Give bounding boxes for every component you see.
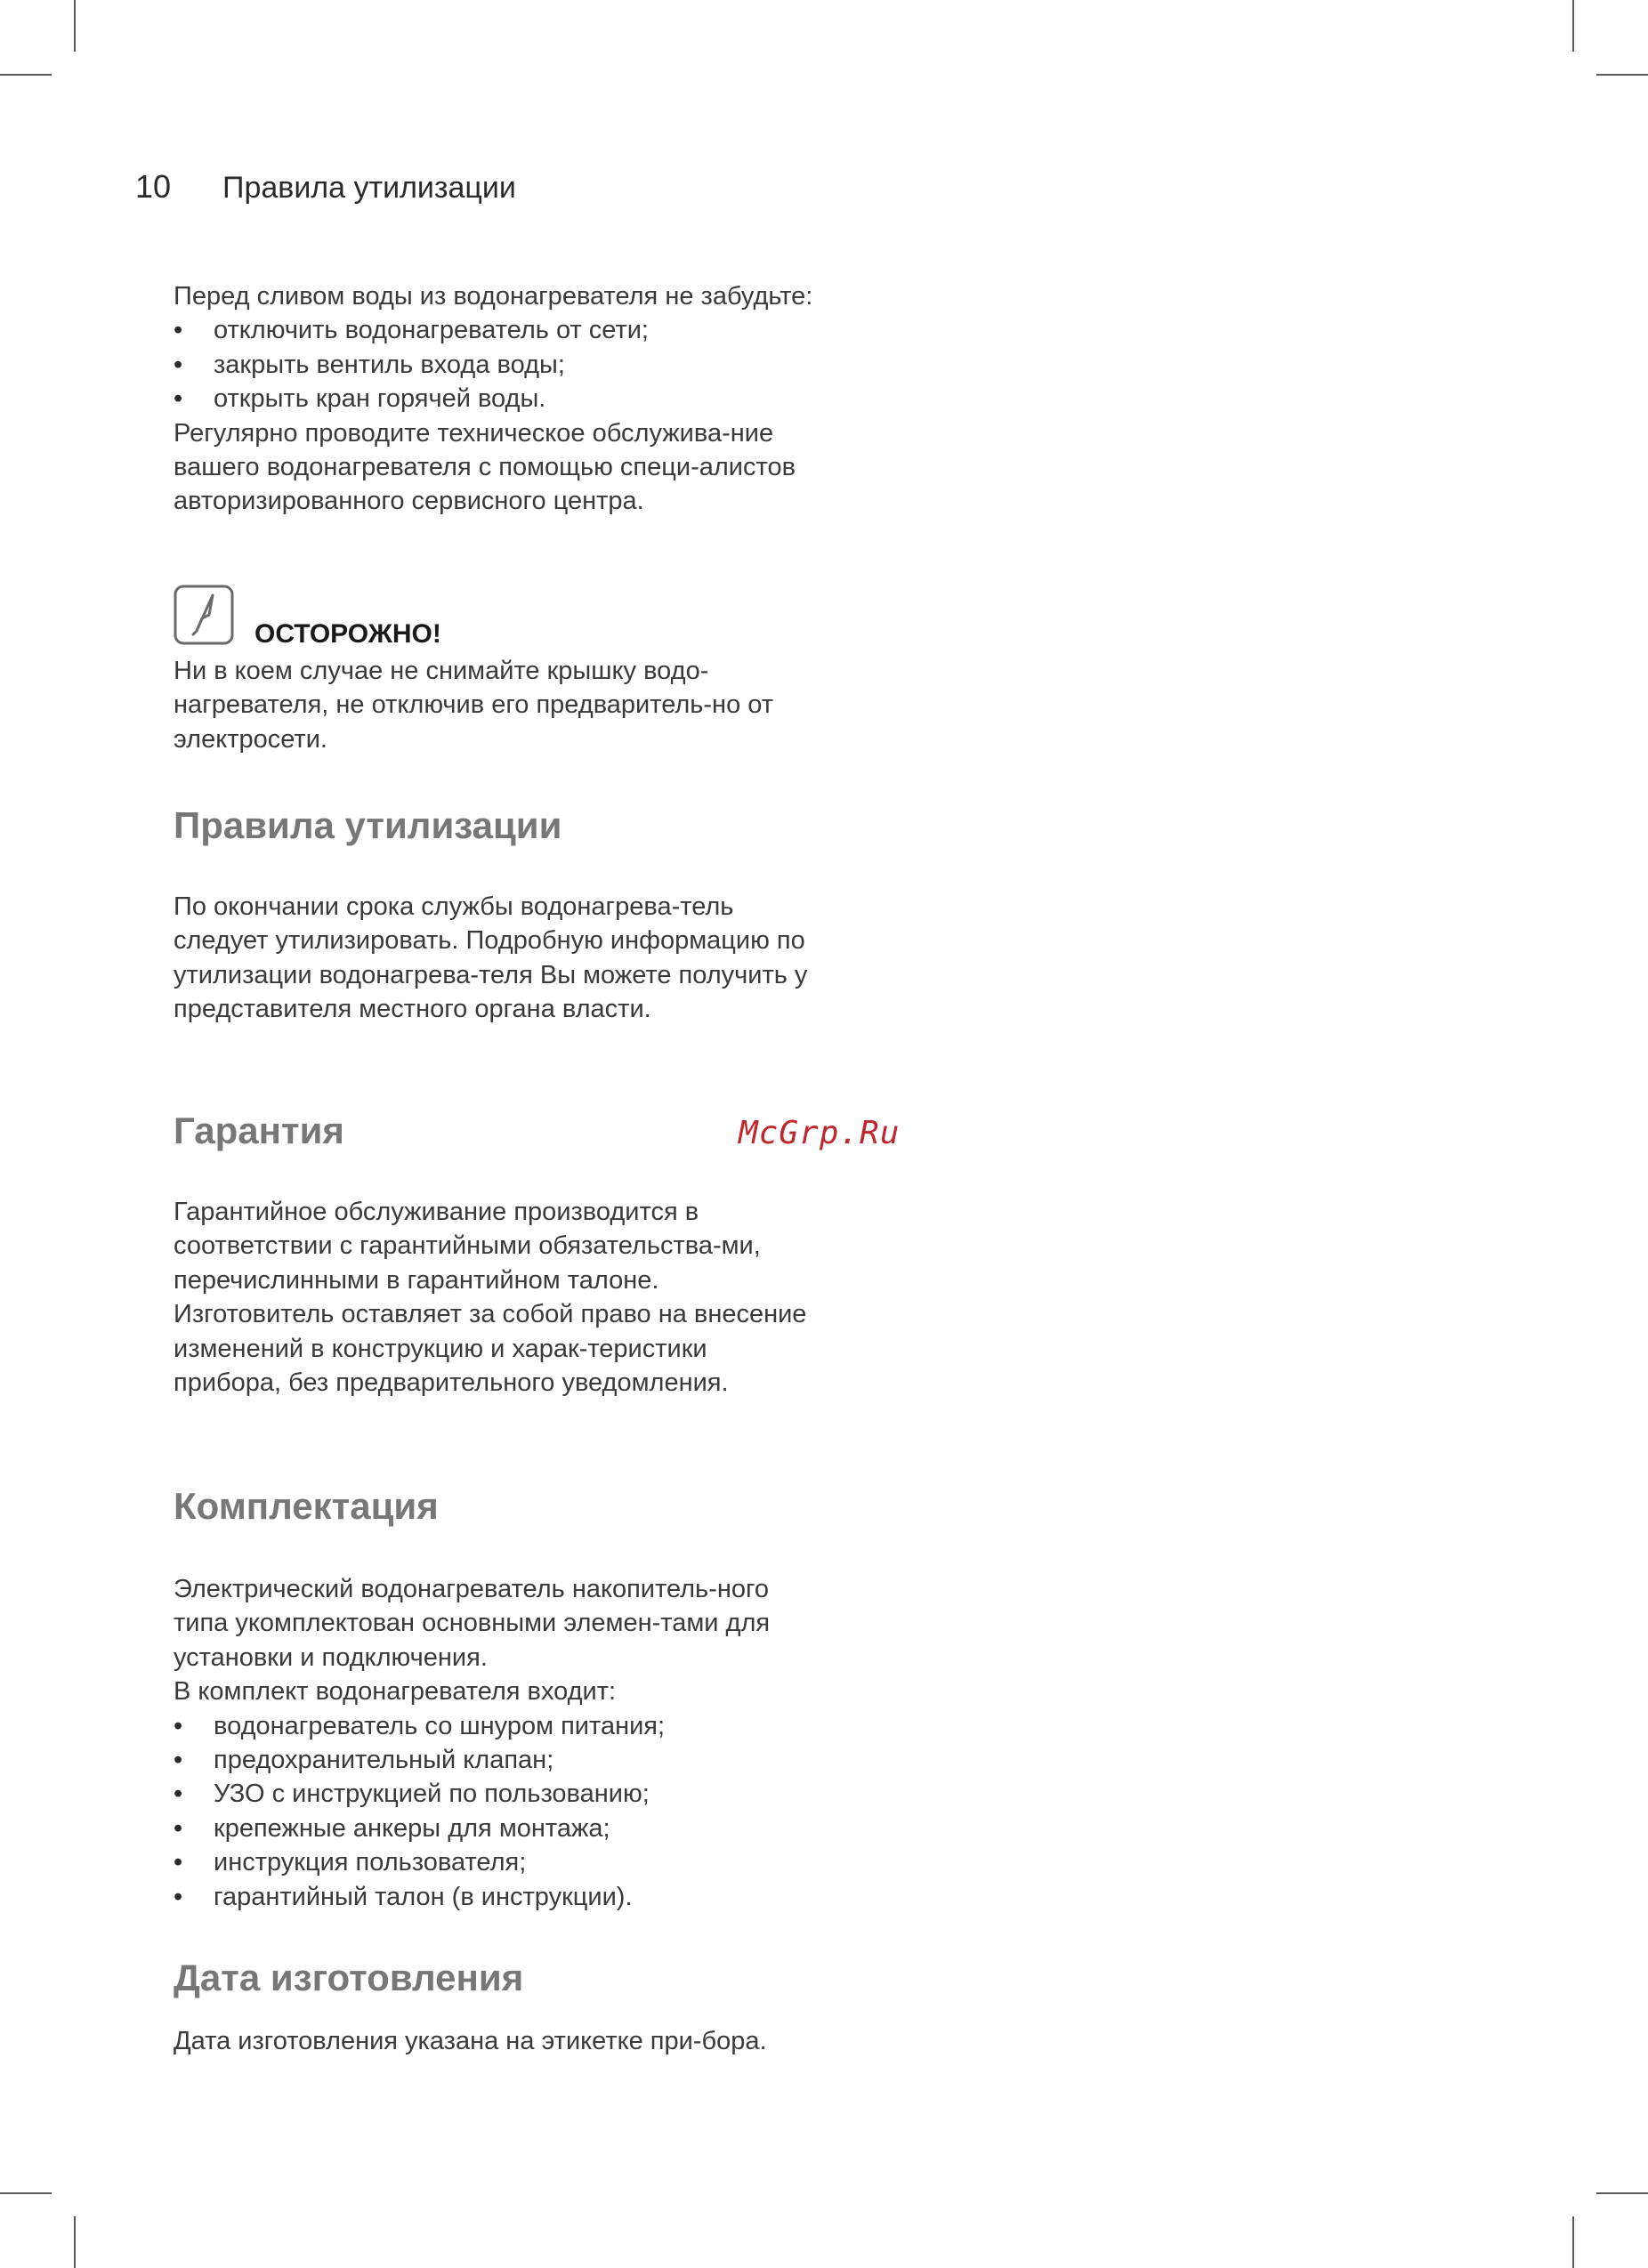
manufacture-date-section: [174, 1956, 814, 2058]
disposal-heading: Правила утилизации: [174, 804, 562, 846]
intro-lead: Перед сливом воды из водонагревателя не забудьте:: [174, 282, 813, 311]
warning-text-block: [174, 654, 814, 756]
list-item: • гарантийный талон (в инструкции).: [174, 1880, 814, 1914]
package-text: Электрический водонагреватель накопитель-ного типа укомплектован основными элемен-тами для установки и подключения.: [174, 1575, 771, 1672]
crop-mark-top-left-vertical: [74, 0, 76, 52]
package-lead: В комплект водонагревателя входит:: [174, 1677, 617, 1707]
list-item: • УЗО с инструкцией по пользованию;: [174, 1777, 814, 1811]
running-header-title: Правила утилизации: [222, 171, 516, 205]
crop-mark-top-left-horizontal: [0, 74, 52, 76]
maintenance-paragraph: Регулярно проводите техническое обслужива-ние вашего водонагревателя с помощью специ-алистов авторизированного сервисного центра.: [174, 418, 796, 516]
drain-steps-list: [174, 313, 814, 416]
crop-mark-top-right-vertical: [1572, 0, 1574, 52]
manufacture-date-heading: Дата изготовления: [174, 1957, 524, 1998]
intro-section: [174, 279, 814, 519]
warranty-text: Гарантийное обслуживание производится в соответствии с гарантийными обязательства-ми, перечислинными в гарантийном талоне. Изготовитель оставляет за собой право на внесение изменений в конструкцию и харак-теристики прибора, без предварительного уведомления.: [174, 1198, 807, 1398]
crop-mark-bottom-left-horizontal: [0, 2192, 52, 2194]
disposal-text: По окончании срока службы водонагрева-тель следует утилизировать. Подробную информацию по утилизации водонагрева-теля Вы можете получить у представителя местного органа власти.: [174, 892, 808, 1024]
package-heading: Комплектация: [174, 1485, 439, 1527]
disposal-section: [174, 803, 814, 1027]
list-item: • предохранительный клапан;: [174, 1743, 814, 1777]
list-item: • открыть кран горячей воды.: [174, 382, 814, 416]
watermark: McGrp.Ru: [739, 1115, 901, 1151]
warranty-heading: Гарантия: [174, 1110, 344, 1151]
running-header: [135, 169, 516, 206]
crop-mark-top-right-horizontal: [1596, 74, 1648, 76]
crop-mark-bottom-right-horizontal: [1596, 2192, 1648, 2194]
list-item: • инструкция пользователя;: [174, 1845, 814, 1879]
electric-hazard-icon: [174, 585, 234, 645]
crop-mark-bottom-right-vertical: [1572, 2216, 1574, 2268]
warning-title: ОСТОРОЖНО!: [254, 619, 441, 649]
list-item: • водонагреватель со шнуром питания;: [174, 1709, 814, 1743]
list-item: • закрыть вентиль входа воды;: [174, 348, 814, 382]
warning-text: Ни в коем случае не снимайте крышку водо-нагревателя, не отключив его предваритель-но от электросети.: [174, 657, 774, 754]
crop-mark-bottom-left-vertical: [74, 2216, 76, 2268]
manufacture-date-text: Дата изготовления указана на этикетке при-бора.: [174, 2027, 767, 2055]
package-items-list: [174, 1709, 814, 1914]
list-item: • крепежные анкеры для монтажа;: [174, 1812, 814, 1845]
list-item: • отключить водонагреватель от сети;: [174, 313, 814, 347]
warranty-section: [174, 1109, 814, 1400]
page-number: 10: [135, 168, 172, 205]
package-section: [174, 1484, 814, 1914]
